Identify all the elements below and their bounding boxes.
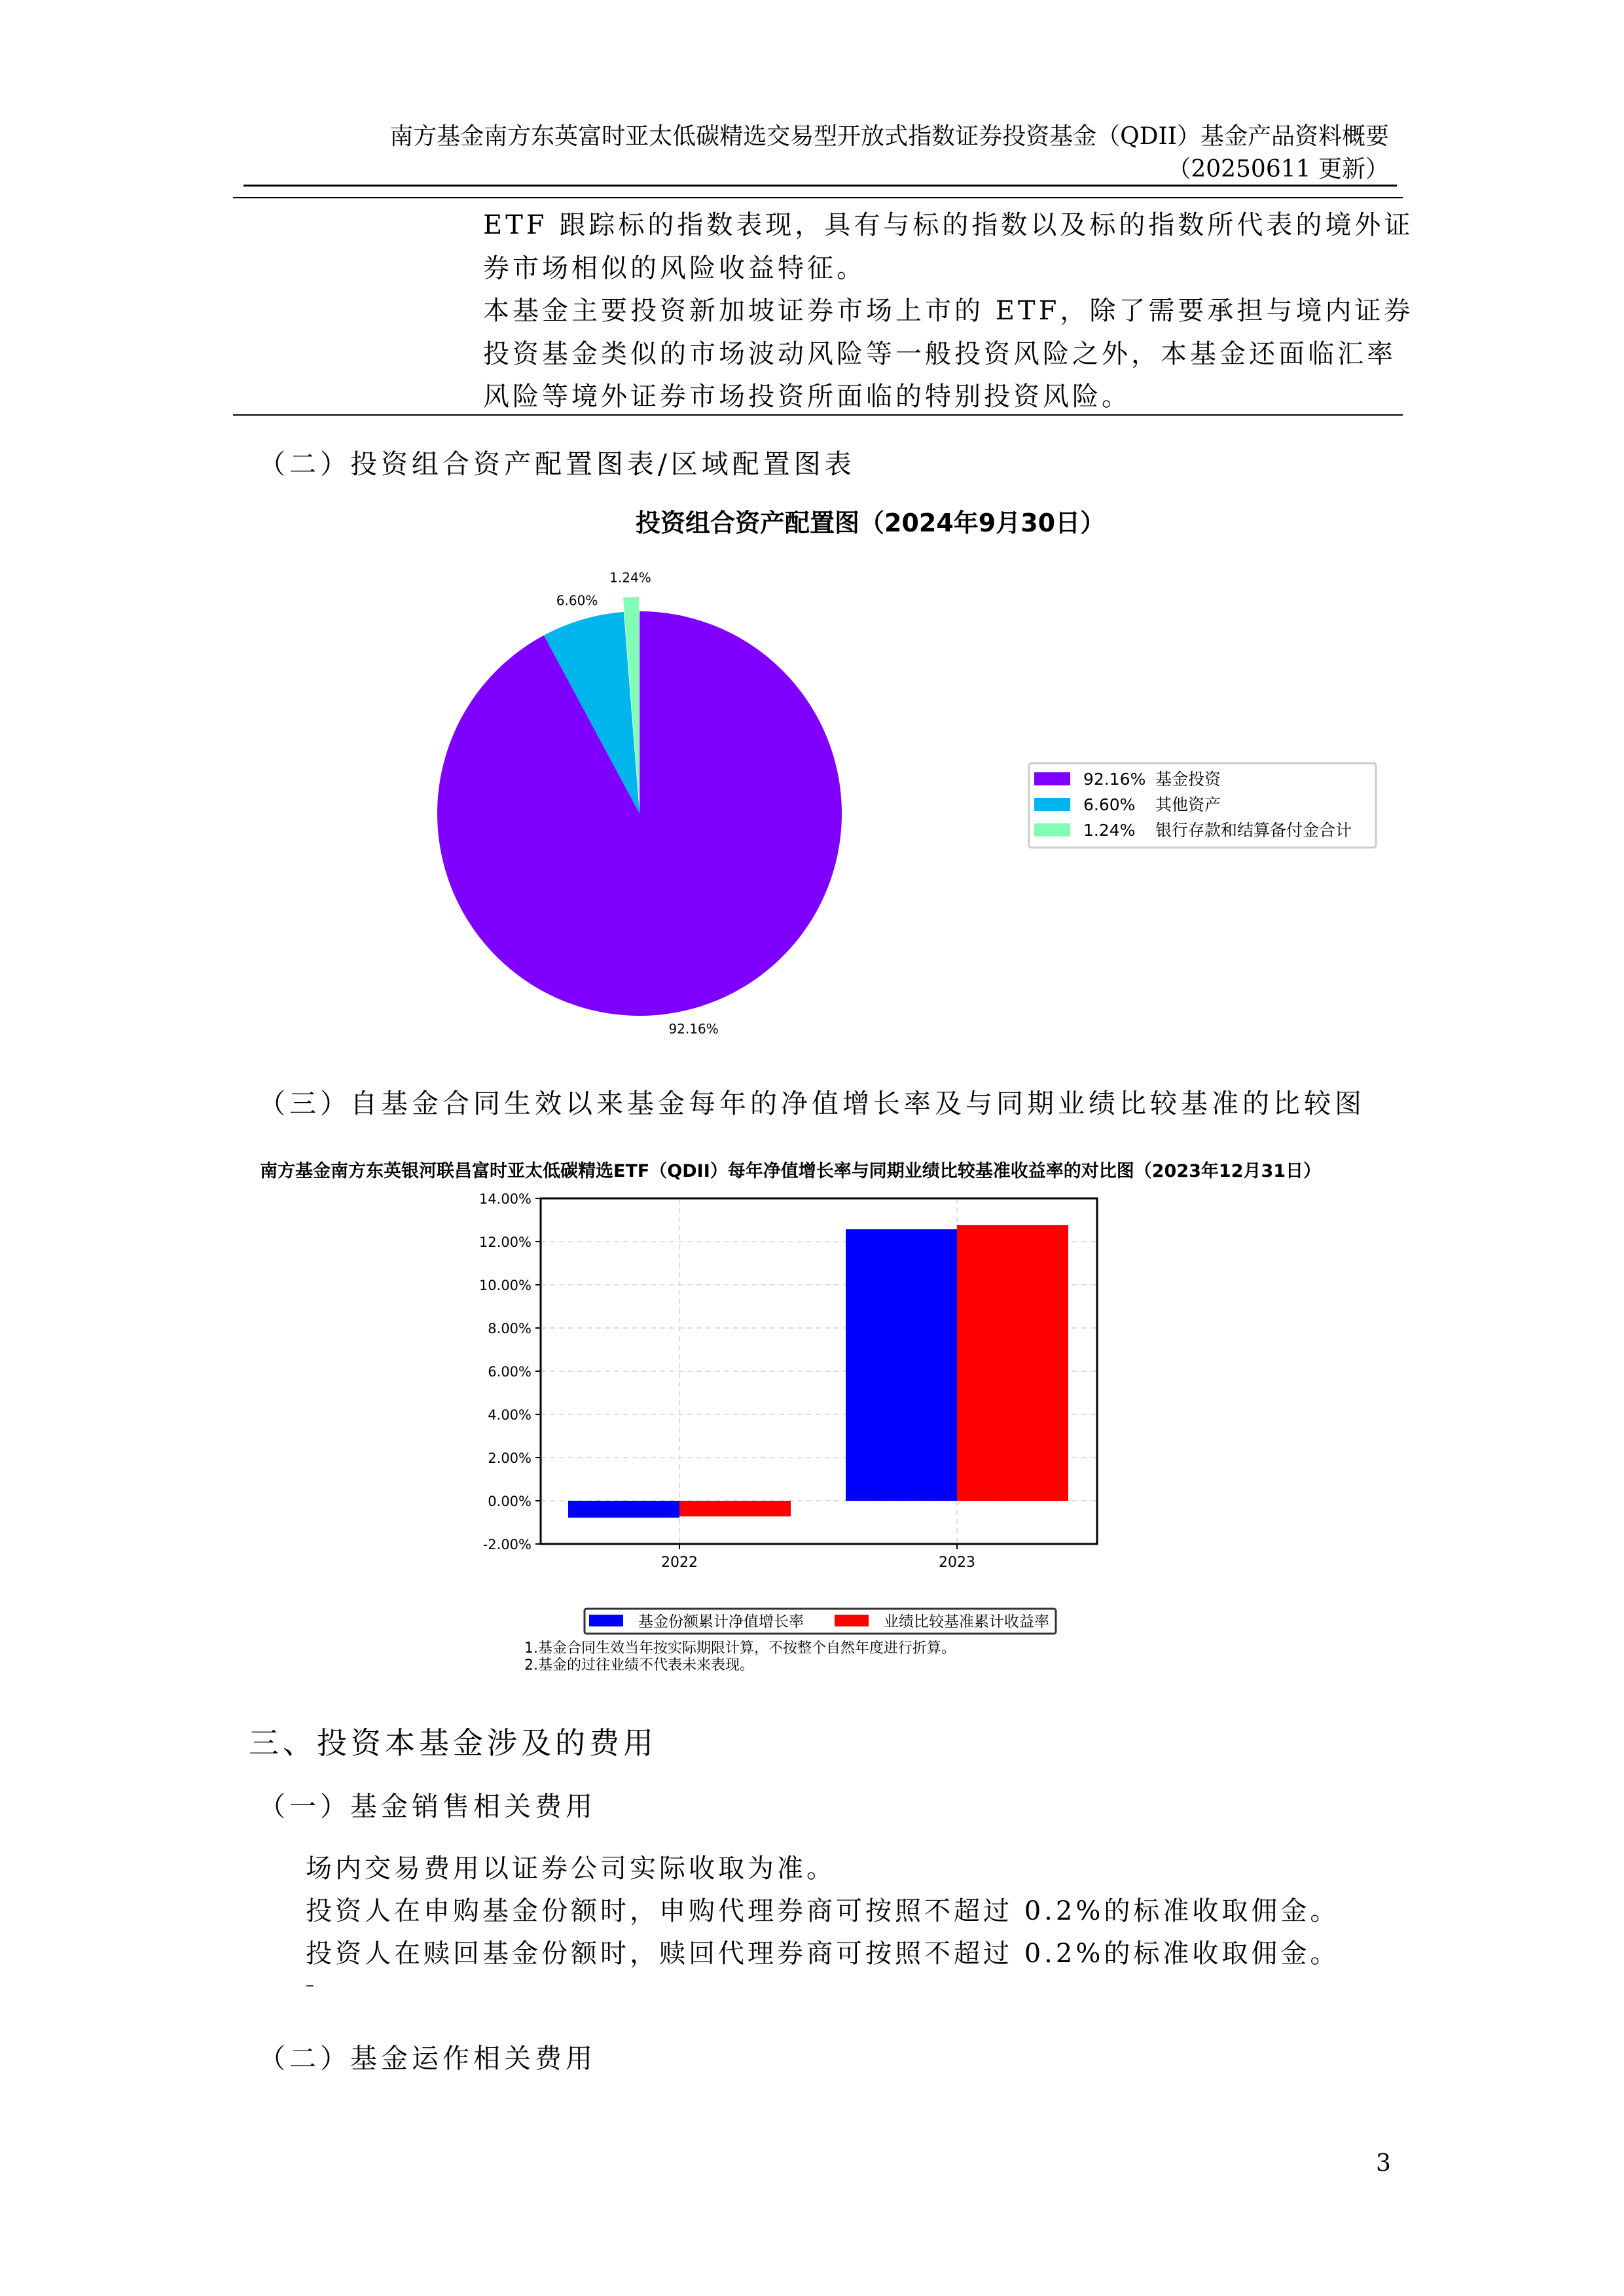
legend-value: 92.16%	[1083, 770, 1146, 789]
bar-2023-benchmark	[957, 1225, 1068, 1501]
risk-line: ETF 跟踪标的指数表现，具有与标的指数以及标的指数所代表的境外证	[483, 210, 1414, 240]
bar-2023-fund	[846, 1229, 957, 1501]
table-bottom-rule	[233, 414, 1403, 416]
y-tick-label: 2.00%	[488, 1450, 532, 1466]
header-rule	[244, 185, 1397, 187]
pie-title: 投资组合资产配置图（2024年9月30日）	[636, 509, 1106, 537]
section-heading: 基金销售相关费用	[350, 1791, 596, 1822]
fee-line: 投资人在赎回基金份额时，赎回代理券商可按照不超过 0.2%的标准收取佣金。	[306, 1939, 1340, 1969]
legend-label: 基金份额累计净值增长率	[638, 1613, 804, 1630]
legend-label: 基金投资	[1155, 770, 1221, 789]
chart-note: 2.基金的过往业绩不代表未来表现。	[524, 1657, 754, 1674]
section-number: （三）	[259, 1088, 351, 1119]
legend-swatch	[1034, 772, 1070, 785]
chart-note: 1.基金合同生效当年按实际期限计算，不按整个自然年度进行折算。	[524, 1640, 956, 1657]
section-heading: 基金运作相关费用	[350, 2043, 596, 2074]
y-tick-label: 12.00%	[478, 1234, 532, 1250]
table-top-rule	[233, 197, 1403, 198]
section-number: （一）	[259, 1791, 351, 1822]
y-tick-label: 8.00%	[488, 1321, 532, 1336]
header-title: 南方基金南方东英富时亚太低碳精选交易型开放式指数证券投资基金（QDII）基金产品资料概要	[389, 123, 1389, 150]
legend-label: 其他资产	[1155, 795, 1221, 814]
legend-value: 1.24%	[1083, 821, 1136, 840]
risk-line: 本基金主要投资新加坡证券市场上市的 ETF，除了需要承担与境内证券	[483, 296, 1414, 326]
header-update-date: （20250611 更新）	[1167, 156, 1389, 183]
fee-line: 场内交易费用以证券公司实际收取为准。	[306, 1854, 836, 1884]
legend-swatch	[589, 1615, 623, 1626]
legend-label: 银行存款和结算备付金合计	[1155, 821, 1352, 840]
fee-line-dash: –	[306, 1975, 314, 1995]
section-heading: 自基金合同生效以来基金每年的净值增长率及与同期业绩比较基准的比较图	[350, 1088, 1365, 1119]
legend-swatch	[835, 1615, 869, 1626]
y-tick-label: 4.00%	[488, 1407, 532, 1423]
y-tick-label: 14.00%	[478, 1191, 532, 1207]
y-tick-label: 0.00%	[488, 1494, 532, 1509]
legend-label: 业绩比较基准累计收益率	[884, 1613, 1049, 1630]
bar-2022-fund	[568, 1501, 679, 1518]
y-tick-label: 10.00%	[478, 1278, 532, 1293]
pie-slice-label: 1.24%	[609, 569, 651, 586]
bar-chart-title: 南方基金南方东英银河联昌富时亚太低碳精选ETF（QDII）每年净值增长率与同期业绩比较基准收益率的对比图（2023年12月31日）	[260, 1161, 1322, 1181]
section-number: （二）	[259, 2043, 351, 2074]
legend-value: 6.60%	[1083, 795, 1136, 814]
risk-line: 投资基金类似的市场波动风险等一般投资风险之外，本基金还面临汇率	[483, 339, 1396, 369]
x-tick-label: 2022	[661, 1554, 698, 1571]
y-tick-label: -2.00%	[482, 1537, 532, 1552]
risk-line: 券市场相似的风险收益特征。	[483, 253, 866, 283]
page-number: 3	[1376, 2150, 1391, 2177]
x-tick-label: 2023	[939, 1554, 975, 1571]
pie-slice-label: 92.16%	[668, 1020, 719, 1037]
section-heading-3: 三、投资本基金涉及的费用	[249, 1725, 657, 1761]
fee-line: 投资人在申购基金份额时，申购代理券商可按照不超过 0.2%的标准收取佣金。	[306, 1896, 1340, 1926]
section-number: （二）	[259, 448, 351, 480]
asset-allocation-pie-chart	[367, 497, 1414, 1041]
section-heading: 投资组合资产配置图表/区域配置图表	[350, 448, 856, 480]
bar-2022-benchmark	[679, 1501, 791, 1516]
pie-slice-label: 6.60%	[556, 592, 598, 609]
y-tick-label: 6.00%	[488, 1364, 532, 1380]
annual-return-bar-chart	[249, 1152, 1401, 1689]
risk-line: 风险等境外证券市场投资所面临的特别投资风险。	[483, 382, 1131, 412]
pie-slice	[437, 611, 842, 1016]
legend-swatch	[1034, 823, 1070, 836]
legend-swatch	[1034, 798, 1070, 811]
